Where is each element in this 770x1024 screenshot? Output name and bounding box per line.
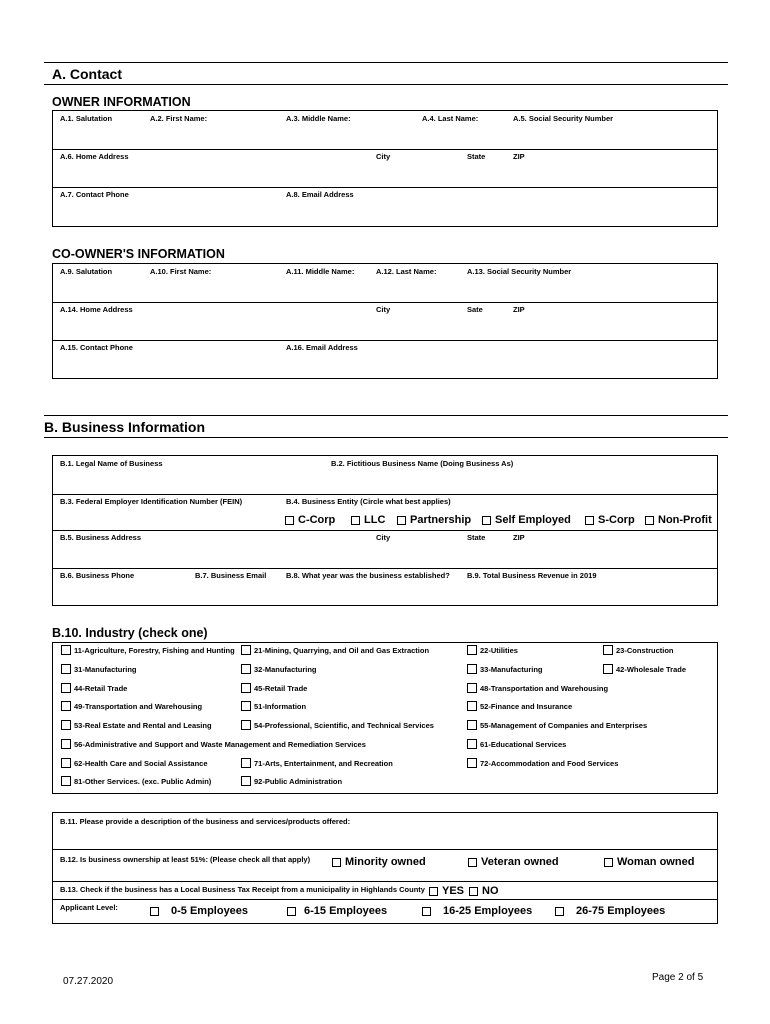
industry-option-label: 32-Manufacturing <box>254 664 317 674</box>
industry-option[interactable] <box>61 758 208 768</box>
woman-owned-checkbox[interactable] <box>604 856 694 868</box>
business-email-field[interactable]: B.7. Business Email <box>195 571 267 580</box>
divider <box>53 187 717 188</box>
checkbox-icon <box>241 683 251 693</box>
coowner-info-title: CO-OWNER'S INFORMATION <box>52 247 225 261</box>
checkbox-icon <box>287 907 296 916</box>
year-established-field[interactable]: B.8. What year was the business established? <box>286 571 450 580</box>
checkbox-icon <box>469 887 478 896</box>
tax-receipt-label: B.13. Check if the business has a Local Business Tax Receipt from a municipality in Highlands County <box>60 885 425 894</box>
checkbox-icon <box>397 516 406 525</box>
owner-ssn-field[interactable]: A.5. Social Security Number <box>513 114 614 123</box>
checkbox-icon <box>241 758 251 768</box>
level-label: 6-15 Employees <box>304 905 388 917</box>
fictitious-name-field[interactable]: B.2. Fictitious Business Name (Doing Business As) <box>331 459 514 468</box>
industry-option-label: 11-Agriculture, Forestry, Fishing and Hunting <box>74 645 235 655</box>
section-a-top-rule <box>44 62 728 63</box>
veteran-owned-checkbox[interactable] <box>468 856 559 868</box>
industry-option[interactable] <box>467 664 543 674</box>
industry-option-label: 33-Manufacturing <box>480 664 543 674</box>
checkbox-icon <box>351 516 360 525</box>
section-a-bottom-rule <box>44 84 728 85</box>
business-state-field[interactable]: State <box>467 533 486 542</box>
checkbox-icon <box>468 858 477 867</box>
checkbox-icon <box>61 645 71 655</box>
divider <box>53 340 717 341</box>
checkbox-icon <box>241 701 251 711</box>
coowner-state-field[interactable]: Sate <box>467 305 483 314</box>
checkbox-icon <box>467 739 477 749</box>
total-revenue-field[interactable]: B.9. Total Business Revenue in 2019 <box>467 571 597 580</box>
entity-option-non-profit[interactable] <box>645 514 712 526</box>
industry-option-label: 62-Health Care and Social Assistance <box>74 758 208 768</box>
owner-city-field[interactable]: City <box>376 152 391 161</box>
checkbox-icon <box>467 701 477 711</box>
owner-salutation-field[interactable]: A.1. Salutation <box>60 114 113 123</box>
coowner-ssn-field[interactable]: A.13. Social Security Number <box>467 267 572 276</box>
checkbox-icon <box>61 720 71 730</box>
divider <box>53 494 717 495</box>
divider <box>53 149 717 150</box>
industry-option-label: 22-Utilities <box>480 645 518 655</box>
industry-title: B.10. Industry (check one) <box>52 626 208 640</box>
industry-option-label: 53-Real Estate and Rental and Leasing <box>74 720 212 730</box>
industry-option[interactable] <box>467 645 518 655</box>
industry-option-label: 21-Mining, Quarrying, and Oil and Gas Extraction <box>254 645 430 655</box>
industry-option-label: 56-Administrative and Support and Waste Management and Remediation Services <box>74 739 366 749</box>
checkbox-icon <box>241 645 251 655</box>
tax-receipt-yes-checkbox[interactable] <box>429 885 464 897</box>
entity-option-label: C-Corp <box>298 514 336 526</box>
industry-option[interactable] <box>61 683 127 693</box>
section-b-top-rule <box>44 415 728 416</box>
business-phone-field[interactable]: B.6. Business Phone <box>60 571 135 580</box>
industry-option[interactable] <box>61 664 137 674</box>
entity-option-partnership[interactable] <box>397 514 471 526</box>
checkbox-icon <box>467 720 477 730</box>
ownership-label: B.12. Is business ownership at least 51%: (Please check all that apply) <box>60 855 311 864</box>
industry-option[interactable] <box>241 664 317 674</box>
industry-option[interactable] <box>241 720 434 730</box>
industry-option[interactable] <box>241 758 393 768</box>
coowner-info-box <box>52 263 718 379</box>
footer-page-number: Page 2 of 5 <box>652 972 704 983</box>
industry-option[interactable] <box>603 664 686 674</box>
industry-option[interactable] <box>61 720 212 730</box>
industry-option[interactable] <box>467 758 618 768</box>
industry-option[interactable] <box>61 776 211 786</box>
industry-option-label: 71-Arts, Entertainment, and Recreation <box>254 758 393 768</box>
no-label: NO <box>482 885 499 897</box>
checkbox-icon <box>241 776 251 786</box>
checkbox-icon <box>604 858 613 867</box>
industry-option-label: 45-Retail Trade <box>254 683 308 693</box>
level-label: 0-5 Employees <box>171 905 249 917</box>
applicant-level-label: Applicant Level: <box>60 903 118 912</box>
industry-option-label: 61-Educational Services <box>480 739 567 749</box>
ownership-option-label: Veteran owned <box>481 856 559 868</box>
checkbox-icon <box>603 664 613 674</box>
owner-last-name-field[interactable]: A.4. Last Name: <box>422 114 479 123</box>
checkbox-icon <box>61 683 71 693</box>
industry-option-label: 49-Transportation and Warehousing <box>74 701 203 711</box>
tax-receipt-no-checkbox[interactable] <box>469 885 499 897</box>
coowner-email-field[interactable]: A.16. Email Address <box>286 343 358 352</box>
industry-option[interactable] <box>241 776 342 786</box>
divider <box>53 899 717 900</box>
minority-owned-checkbox[interactable] <box>332 856 426 868</box>
checkbox-icon <box>467 664 477 674</box>
owner-zip-field[interactable]: ZIP <box>513 152 525 161</box>
coowner-phone-field[interactable]: A.15. Contact Phone <box>60 343 133 352</box>
ownership-option-label: Woman owned <box>617 856 695 868</box>
coowner-zip-field[interactable]: ZIP <box>513 305 525 314</box>
owner-middle-name-field[interactable]: A.3. Middle Name: <box>286 114 351 123</box>
level-26-75-checkbox[interactable] <box>555 905 665 917</box>
checkbox-icon <box>422 907 431 916</box>
checkbox-icon <box>150 907 159 916</box>
checkbox-icon <box>482 516 491 525</box>
coowner-last-name-field[interactable]: A.12. Last Name: <box>376 267 437 276</box>
coowner-home-address-field[interactable]: A.14. Home Address <box>60 305 133 314</box>
industry-option-label: 92-Public Administration <box>254 776 343 786</box>
industry-option[interactable] <box>603 645 674 655</box>
checkbox-icon <box>585 516 594 525</box>
business-zip-field[interactable]: ZIP <box>513 533 525 542</box>
checkbox-icon <box>467 683 477 693</box>
yes-label: YES <box>442 885 465 897</box>
checkbox-icon <box>241 720 251 730</box>
business-entity-label: B.4. Business Entity (Circle what best applies) <box>286 497 451 506</box>
divider <box>53 302 717 303</box>
section-a-title: A. Contact <box>52 66 122 82</box>
industry-option-label: 23-Construction <box>616 645 674 655</box>
ownership-option-label: Minority owned <box>345 856 426 868</box>
checkbox-icon <box>61 701 71 711</box>
section-b-title: B. Business Information <box>44 419 206 435</box>
industry-option[interactable] <box>241 645 429 655</box>
business-info-box <box>52 455 718 606</box>
checkbox-icon <box>429 887 438 896</box>
business-address-field[interactable]: B.5. Business Address <box>60 533 142 542</box>
checkbox-icon <box>61 664 71 674</box>
industry-option-label: 54-Professional, Scientific, and Technical Services <box>254 720 434 730</box>
entity-option-label: Partnership <box>410 514 472 526</box>
checkbox-icon <box>645 516 654 525</box>
owner-first-name-field[interactable]: A.2. First Name: <box>150 114 208 123</box>
checkbox-icon <box>241 664 251 674</box>
industry-option[interactable] <box>467 701 572 711</box>
owner-info-title: OWNER INFORMATION <box>52 95 191 109</box>
coowner-city-field[interactable]: City <box>376 305 391 314</box>
industry-option-label: 48-Transportation and Warehousing <box>480 683 609 693</box>
industry-option[interactable] <box>467 720 647 730</box>
level-0-5-checkbox[interactable] <box>150 905 248 917</box>
legal-name-field[interactable]: B.1. Legal Name of Business <box>60 459 163 468</box>
business-city-field[interactable]: City <box>376 533 391 542</box>
industry-option-label: 55-Management of Companies and Enterprises <box>480 720 648 730</box>
entity-option-self-employed[interactable] <box>482 514 571 526</box>
industry-option-label: 51-Information <box>254 701 307 711</box>
industry-option[interactable] <box>61 739 366 749</box>
coowner-first-name-field[interactable]: A.10. First Name: <box>150 267 212 276</box>
entity-option-label: Non-Profit <box>658 514 712 526</box>
section-b-bottom-rule <box>44 437 728 438</box>
owner-state-field[interactable]: State <box>467 152 486 161</box>
entity-option-s-corp[interactable] <box>585 514 635 526</box>
owner-email-field[interactable]: A.8. Email Address <box>286 190 354 199</box>
level-label: 26-75 Employees <box>576 905 666 917</box>
divider <box>53 530 717 531</box>
checkbox-icon <box>467 758 477 768</box>
owner-home-address-field[interactable]: A.6. Home Address <box>60 152 129 161</box>
details-box <box>52 812 718 924</box>
industry-option[interactable] <box>61 645 235 655</box>
entity-option-c-corp[interactable] <box>285 514 335 526</box>
checkbox-icon <box>332 858 341 867</box>
divider <box>53 568 717 569</box>
entity-option-llc[interactable] <box>351 514 385 526</box>
coowner-middle-name-field[interactable]: A.11. Middle Name: <box>286 267 355 276</box>
industry-option-label: 72-Accommodation and Food Services <box>480 758 619 768</box>
checkbox-icon <box>61 776 71 786</box>
industry-option[interactable] <box>467 739 566 749</box>
owner-info-box <box>52 110 718 227</box>
divider <box>53 881 717 882</box>
checkbox-icon <box>555 907 564 916</box>
checkbox-icon <box>603 645 613 655</box>
industry-option-label: 44-Retail Trade <box>74 683 128 693</box>
coowner-salutation-field[interactable]: A.9. Salutation <box>60 267 113 276</box>
industry-option[interactable] <box>241 701 306 711</box>
entity-option-label: Self Employed <box>495 514 571 526</box>
industry-option-label: 42-Wholesale Trade <box>616 664 687 674</box>
level-label: 16-25 Employees <box>443 905 533 917</box>
industry-option-label: 52-Finance and Insurance <box>480 701 573 711</box>
industry-option[interactable] <box>467 683 608 693</box>
footer-date: 07.27.2020 <box>63 976 114 987</box>
description-field[interactable]: B.11. Please provide a description of the business and services/products offered: <box>60 817 351 826</box>
checkbox-icon <box>61 758 71 768</box>
industry-option[interactable] <box>241 683 307 693</box>
owner-phone-field[interactable]: A.7. Contact Phone <box>60 190 129 199</box>
checkbox-icon <box>467 645 477 655</box>
divider <box>53 849 717 850</box>
industry-option[interactable] <box>61 701 202 711</box>
entity-option-label: LLC <box>364 514 386 526</box>
fein-field[interactable]: B.3. Federal Employer Identification Number (FEIN) <box>60 497 243 506</box>
industry-option-label: 31-Manufacturing <box>74 664 137 674</box>
industry-option-label: 81-Other Services. (exc. Public Admin) <box>74 776 212 786</box>
checkbox-icon <box>61 739 71 749</box>
level-16-25-checkbox[interactable] <box>422 905 532 917</box>
entity-option-label: S-Corp <box>598 514 635 526</box>
checkbox-icon <box>285 516 294 525</box>
level-6-15-checkbox[interactable] <box>287 905 387 917</box>
